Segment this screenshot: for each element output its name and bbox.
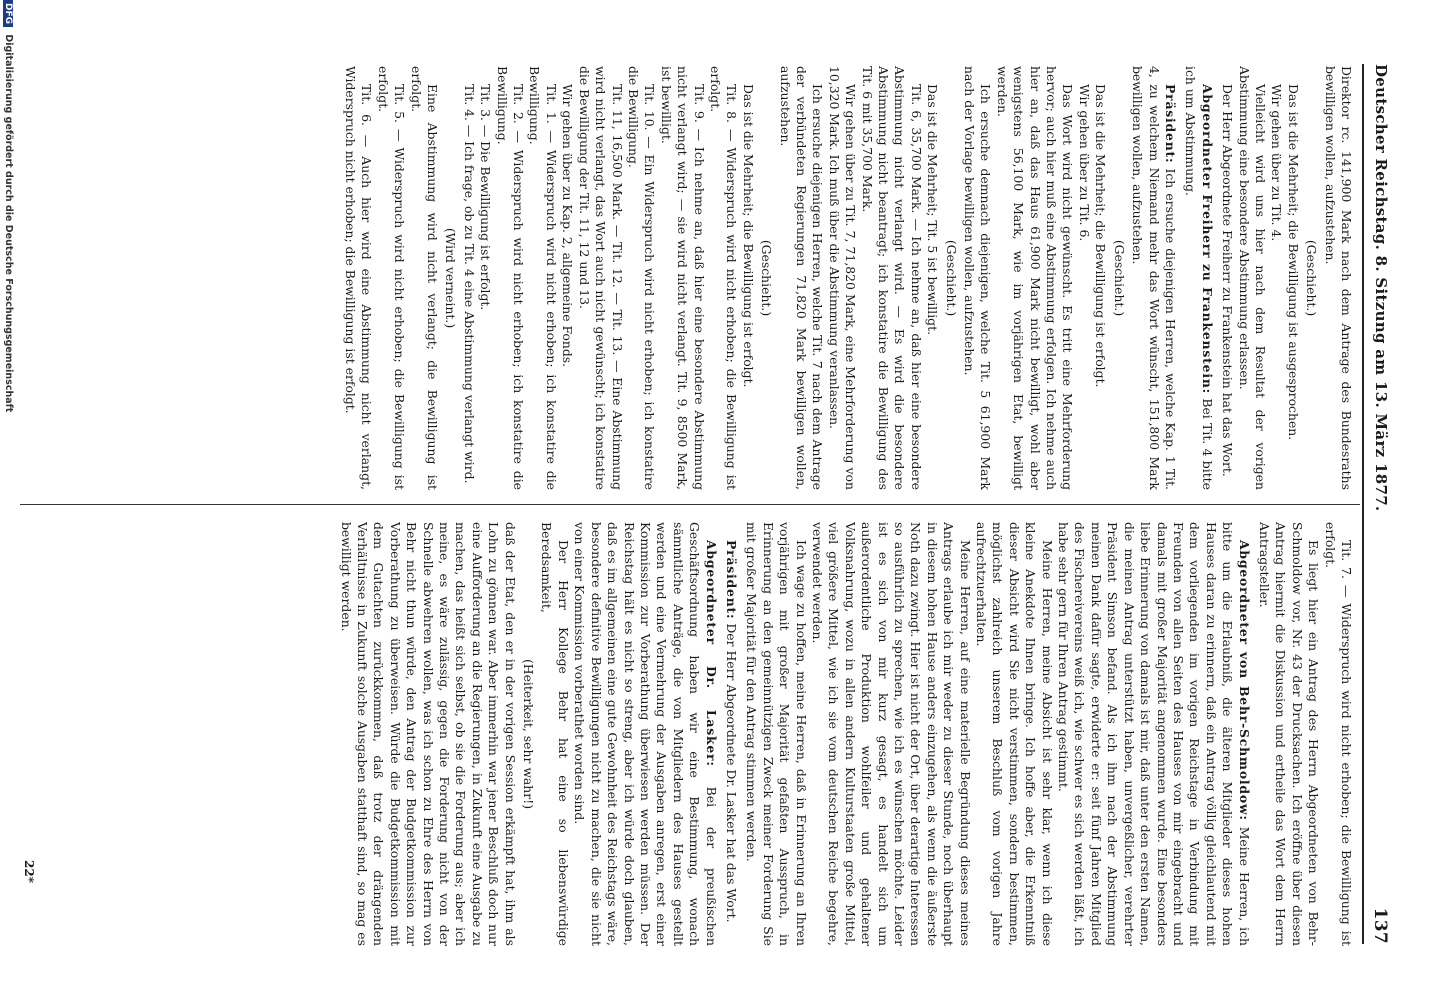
- paragraph: [1182, 66, 1215, 490]
- paragraph-text: Tit. 6, 35,700 Mark. — Ich nehme an, daß hier eine besondere Abstimmung nicht verlangt wird. — Es wird die besondere Abstimmung nicht beantragt; ich konstatire die Bewilligung des Tit. 6 mit 35,700 Mark.: [859, 66, 924, 490]
- paragraph-text: Tit. 2. — Widerspruch wird nicht erhoben; ich konstatire die Bewilligung.: [494, 66, 527, 490]
- paragraph-text: Tit. 9. — Ich nehme an, daß hier eine besondere Abstimmung nicht verlangt wird; — sie wird nicht verlangt. Tit. 9, 8500 Mark, ist bewilligt.: [658, 66, 707, 490]
- paragraph-text: (Heiterkeit, sehr wahr!): [521, 658, 537, 810]
- paragraph-text: Der Herr Abgeordnete Freiherr zu Frankenstein hat das Wort.: [1220, 84, 1236, 477]
- paragraph: [1256, 522, 1322, 946]
- signature-mark: 22*: [22, 860, 36, 883]
- paragraph-text: Das ist die Mehrheit; Tit. 5 ist bewilligt.: [925, 84, 941, 336]
- right-column: [14, 522, 1354, 946]
- paragraph: [526, 66, 559, 490]
- paragraph: [625, 66, 658, 490]
- paragraph-text: Das ist die Mehrheit; die Bewilligung ist erfolgt.: [740, 84, 756, 388]
- paragraph: [1055, 522, 1252, 946]
- paragraph: [571, 522, 719, 946]
- paragraph-text: Bei der preußischen Geschäftsordnung haben wir eine Bestimmung, wonach sämmtliche Anträge, die von Mitgliedern des Hauses gestellt werden und eine Vermehrung der Ausgaben anregen, erst einer Kommission zur Vorberathung überwiesen werden müssen. Der Reichstag hält es nicht so streng, aber ich würde doch glauben, daß es im allgemeinen eine gute Gewohnheit des Reichstags wäre, besondere definitive Bewilligungen nicht zu machen, die sie nicht von einer Kommission vorberathet worden sind.: [572, 522, 719, 946]
- paragraph-text: Wir gehen über zu Kap. 2, allgemeine Fonds.: [560, 84, 576, 368]
- paragraph: [1092, 66, 1108, 490]
- paragraph: [559, 66, 575, 490]
- paragraph: [924, 66, 940, 490]
- paragraph-text: Das ist die Mehrheit; die Bewilligung ist erfolgt.: [1093, 84, 1109, 388]
- paragraph: [460, 66, 476, 490]
- paragraph-text: Der Herr Abgeordnete Dr. Lasker hat das Wort.: [723, 619, 739, 923]
- paragraph: [825, 66, 858, 490]
- paragraph-text: Meine Herren, ich bitte um die Erlaubniß, die älteren Mitglieder dieses hohen Hauses daran zu erinnern, daß ein Antrag völlig gleichlautend mit dem vorliegenden im vorigen Reichstage in Verbindung mit Freunden von allen Seiten des Hauses von mir eingebracht und damals mit großer Majorität angenommen wurde. Eine besonders liebe Erinnerung von damals ist mir, daß unter den ersten Namen, die meinen Antrag unterstützt haben, unvergeßlicher, verehrter Präsident Simson befand. Als ich ihm nach der Abstimmung meinen Dank dafür sagte, erwiderte er: seit fünf Jahren Mitglied des Fischereivereins weiß ich, wie schwer es sich werden läßt, ich habe sehr gern für Ihren Antrag gestimmt.: [1056, 522, 1252, 946]
- paragraph: [1235, 66, 1268, 490]
- paragraph-text: Das Wort wird nicht gewünscht. Es tritt eine Mehrforderung hervor; auch hier muß eine Abstimmung erfolgen. Ich nehme auch hier an, daß das Haus 61,900 Mark nicht bewilligt, wohl aber wenigstens 56,100 Mark, wie im vorjährigen Etat, bewilligt werden.: [994, 66, 1076, 490]
- paragraph: [739, 66, 755, 490]
- paragraph: [723, 522, 739, 946]
- left-column: [14, 66, 1354, 490]
- paragraph-text: Wir gehen über zu Tit. 4.: [1269, 84, 1285, 242]
- credit-text: Digitalisierung gefördert durch die Deutsche Forschungsgemeinschaft: [3, 34, 14, 413]
- stage-direction: [942, 66, 958, 490]
- paragraph-text: Ich ersuche diejenigen Herren, welche Tit. 7 nach dem Antrage der verbündeten Regierungen 71,820 Mark bewilligen wollen, aufzustehen.: [777, 66, 826, 490]
- paragraph-text: Meine Herren, meine Absicht ist sehr klar, wenn ich diese kleine Anekdote Ihnen bringe. Ich hoffe aber, die Erkenntniß dieser Absicht wird Sie nicht verstimmen, sondern bestimmen, möglichst zahlreich unserem Beschluß vom vorigen Jahre aufrechtzuerhalten.: [974, 522, 1055, 946]
- paragraph: [776, 66, 825, 490]
- paragraph-text: Direktor rc. 141,900 Mark nach dem Antrage des Bundesraths bewilligen wollen, aufzustehen.: [1322, 66, 1354, 490]
- paragraph-text: Es liegt hier ein Antrag des Herrn Abgeordneten von Behr-Schmoldow vor, Nr. 43 der Drucksachen. Ich eröffne über diesen Antrag hiermit die Diskussion und ertheile das Wort dem Herrn Antragsteller.: [1256, 522, 1322, 946]
- paragraph-text: Tit. 5. — Widerspruch wird nicht erhoben; die Bewilligung ist erfolgt.: [375, 66, 408, 490]
- paragraph-text: (Geschieht.): [1304, 239, 1320, 317]
- paragraph-text: Meine Herren, auf eine materielle Begründung dieses meines Antrags erlaube ich mir weder zu dieser Stunde, noch überhaupt in diesem hohen Hause anders einzugehen, als wenn die äußerste Noth dazu zwingt. Hier ist nicht der Ort, über derartige Interessen so ausführlich zu sprechen, wie ich es wünschen möchte. Leider ist es sich von mir kurz gesagt, es handelt sich um außerordentliche Produktion wohlfeiler und gehaltener Volksnahrung, wozu in allen andern Kulturstaaten große Mittel, viel größere Mittel, wie ich sie vom deutschen Reiche begehre, verwendet werden.: [810, 522, 973, 946]
- paragraph-text: Das ist die Mehrheit; die Bewilligung ist ausgesprochen.: [1285, 84, 1301, 441]
- stage-direction: [758, 66, 774, 490]
- paragraph: [1321, 66, 1354, 490]
- paragraph-text: (Geschieht.): [943, 239, 959, 317]
- paragraph: [743, 522, 809, 946]
- paragraph-text: Tit. 11, 16,500 Mark. — Tit. 12. — Tit. 13. — Eine Abstimmung wird nicht verlangt, das Wort auch nicht gewünscht; ich konstatire die Bewilligung der Tit. 11, 12 und 13.: [576, 66, 625, 490]
- paragraph: [809, 522, 973, 946]
- paragraph-text: Vielleicht wird uns hier nach dem Resultat der vorigen Abstimmung eine besondere Abstimmung erlassen.: [1236, 66, 1268, 490]
- paragraph-text: Bei Tit. 4 bitte ich um Abstimmung.: [1183, 66, 1215, 490]
- paragraph-text: Tit. 6. — Auch hier wird eine Abstimmung nicht verlangt, Widerspruch nicht erhoben; die Bewilligung ist erfolgt.: [343, 66, 375, 490]
- paragraph: [1284, 66, 1300, 490]
- paragraph-text: Tit. 10. — Ein Widerspruch wird nicht erhoben; ich konstatire die Bewilligung.: [625, 66, 658, 490]
- paragraph: [1321, 522, 1354, 946]
- paragraph-text: Tit. 4. — Ich frage, ob zu Tit. 4 eine Abstimmung verlangt wird.: [461, 84, 477, 484]
- paragraph-text: (Geschieht.): [1111, 239, 1127, 317]
- paragraph-text: Tit. 8. — Widerspruch wird nicht erhoben; die Bewilligung ist erfolgt.: [707, 66, 740, 490]
- page-number: 137: [1370, 907, 1390, 944]
- speaker-name: Abgeordneter Dr. Lasker:: [703, 540, 719, 767]
- paragraph: [993, 66, 1075, 490]
- paragraph: [575, 66, 624, 490]
- paragraph-text: Tit. 3. — Die Bewilligung ist erfolgt.: [478, 84, 494, 311]
- paragraph: [973, 522, 1055, 946]
- paragraph: [858, 66, 924, 490]
- paragraph-text: (Geschieht.): [759, 239, 775, 317]
- page-header: [1366, 64, 1392, 944]
- paragraph: [707, 66, 740, 490]
- speaker-name: Präsident:: [1162, 84, 1178, 164]
- stage-direction: [520, 522, 536, 946]
- paragraph-text: Wir gehen über zu Tit. 7, 71,820 Mark, eine Mehrforderung von 10,320 Mark. Ich muß über die Abstimmung veranlassen.: [826, 66, 859, 490]
- paragraph: [374, 66, 407, 490]
- speaker-name: Abgeordneter von Behr-Schmoldow:: [1236, 540, 1252, 821]
- paragraph-text: Ich ersuche demnach diejenigen, welche Tit. 5 61,900 Mark nach der Vorlage bewilligen wollen, aufzustehen.: [962, 66, 994, 490]
- paragraph: [493, 66, 526, 490]
- paragraph: [1219, 66, 1235, 490]
- column-divider: [20, 504, 1360, 505]
- paragraph: [342, 66, 375, 490]
- paragraph-text: Tit. 1. — Widerspruch wird nicht erhoben; ich konstatire die Bewilligung.: [527, 66, 559, 490]
- dfg-logo: DFG: [3, 0, 13, 27]
- stage-direction: [1110, 66, 1126, 490]
- paragraph: [477, 66, 493, 490]
- paragraph: [1076, 66, 1092, 490]
- paragraph-text: Tit. 7. — Widerspruch wird nicht erhoben; die Bewilligung ist erfolgt.: [1322, 522, 1354, 946]
- paragraph-text: Ich ersuche diejenigen Herren, welche Kap. 1 Tit. 4, zu welchem Niemand mehr das Wort wünscht, 151,800 Mark bewilligen wollen, aufzustehen.: [1130, 66, 1178, 490]
- paragraph: [961, 66, 994, 490]
- paragraph: [407, 66, 440, 490]
- header-rule: [1362, 64, 1364, 944]
- paragraph: [538, 522, 571, 946]
- stage-direction: [442, 66, 458, 490]
- paragraph-text: Wir gehen über zu Tit. 6.: [1076, 84, 1092, 242]
- paragraph-text: Ich wage zu hoffen, meine Herren, daß in Erinnerung an Ihren vorjährigen mit großer Majorität gefaßten Ausspruch, in Erinnerung an den gemeinnützigen Zweck meiner Forderung Sie mit großer Majorität für den Antrag stimmen werden.: [744, 522, 809, 946]
- speaker-name: Präsident:: [723, 540, 739, 620]
- paragraph: [337, 522, 517, 946]
- digitization-credit: [0, 0, 14, 1000]
- paragraph-text: Der Herr Kollege Behr hat eine so liebenswürdige Beredsamkeit,: [539, 522, 571, 946]
- paragraph-text: daß der Etat, den er in der vorigen Session erkämpft hat, ihm als Lohn zu gönnen war. Aber immerhin war jener Beschluß doch nur eine Aufforderung an die Regierungen, in Zukunft eine Ausgabe zu machen, das heißt sich selbst, ob sie die Forderung aus; aber ich meine, es wäre zulässig, gegen die Forderung nicht von der Schnelle abwehren wollen, was ich schon zu Ehre des Herrn von Behr nicht thun würde, den Antrag der Budgetkommission zur Vorberathung zu überweisen. Würde die Budgetkommission mit dem Gutachten zurückkommen, daß trotz der drängenden Verhältnisse in Zukunft solche Ausgaben statthaft sind, so mag es bewilligt werden.: [338, 522, 518, 946]
- paragraph-text: Eine Abstimmung wird nicht verlangt; die Bewilligung ist erfolgt.: [408, 66, 441, 490]
- paragraph: [1268, 66, 1284, 490]
- running-title: Deutscher Reichstag. 8. Sitzung am 13. März 1877.: [1372, 64, 1390, 512]
- stage-direction: [1303, 66, 1319, 490]
- paragraph: [1129, 66, 1178, 490]
- speaker-name: Abgeordneter Freiherr zu Frankenstein:: [1199, 84, 1215, 395]
- paragraph: [657, 66, 706, 490]
- paragraph-text: (Wird verneint.): [443, 227, 459, 329]
